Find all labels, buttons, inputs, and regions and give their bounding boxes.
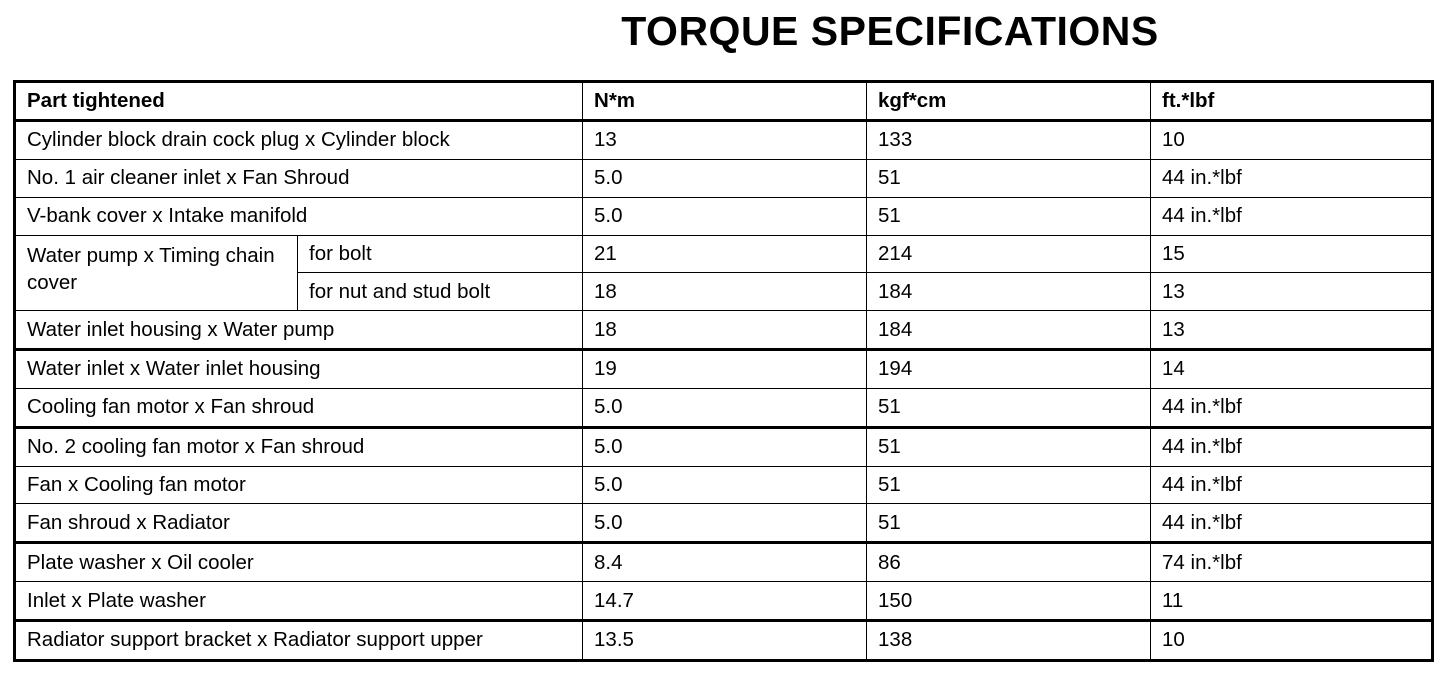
cell-subpart: for bolt <box>298 235 583 273</box>
table-row <box>15 388 1433 427</box>
cell-nm: 18 <box>583 273 867 311</box>
cell-nm: 5.0 <box>583 427 867 466</box>
cell-kgfcm: 51 <box>867 197 1151 235</box>
cell-nm: 21 <box>583 235 867 273</box>
cell-part-merged: Water pump x Timing chain cover <box>15 235 298 311</box>
cell-part: Fan x Cooling fan motor <box>15 466 583 504</box>
cell-part: Cooling fan motor x Fan shroud <box>15 388 583 427</box>
cell-nm: 8.4 <box>583 543 867 582</box>
header-nm: N*m <box>583 82 867 121</box>
header-kgfcm: kgf*cm <box>867 82 1151 121</box>
cell-part: Fan shroud x Radiator <box>15 504 583 543</box>
table-header-row <box>15 82 1433 121</box>
cell-kgfcm: 86 <box>867 543 1151 582</box>
cell-ftlbf: 14 <box>1151 350 1433 389</box>
cell-kgfcm: 150 <box>867 582 1151 621</box>
cell-ftlbf: 11 <box>1151 582 1433 621</box>
cell-kgfcm: 184 <box>867 273 1151 311</box>
cell-kgfcm: 194 <box>867 350 1151 389</box>
cell-nm: 19 <box>583 350 867 389</box>
table-row <box>15 543 1433 582</box>
torque-table <box>13 80 1434 662</box>
cell-ftlbf: 10 <box>1151 121 1433 160</box>
cell-nm: 13.5 <box>583 620 867 660</box>
cell-part: V-bank cover x Intake manifold <box>15 197 583 235</box>
cell-nm: 5.0 <box>583 197 867 235</box>
cell-ftlbf: 44 in.*lbf <box>1151 466 1433 504</box>
cell-kgfcm: 138 <box>867 620 1151 660</box>
cell-nm: 5.0 <box>583 466 867 504</box>
cell-nm: 13 <box>583 121 867 160</box>
table-row <box>15 620 1433 660</box>
cell-kgfcm: 51 <box>867 504 1151 543</box>
cell-nm: 5.0 <box>583 504 867 543</box>
table-row <box>15 582 1433 621</box>
cell-ftlbf: 44 in.*lbf <box>1151 388 1433 427</box>
cell-nm: 5.0 <box>583 388 867 427</box>
cell-part: Plate washer x Oil cooler <box>15 543 583 582</box>
cell-part: No. 1 air cleaner inlet x Fan Shroud <box>15 159 583 197</box>
cell-ftlbf: 13 <box>1151 311 1433 350</box>
cell-ftlbf: 13 <box>1151 273 1433 311</box>
cell-ftlbf: 10 <box>1151 620 1433 660</box>
cell-subpart: for nut and stud bolt <box>298 273 583 311</box>
header-ftlbf: ft.*lbf <box>1151 82 1433 121</box>
table-row <box>15 121 1433 160</box>
table-row <box>15 159 1433 197</box>
table-row <box>15 235 1433 273</box>
table-row <box>15 197 1433 235</box>
cell-part: Water inlet x Water inlet housing <box>15 350 583 389</box>
cell-part: Inlet x Plate washer <box>15 582 583 621</box>
cell-kgfcm: 51 <box>867 466 1151 504</box>
cell-kgfcm: 214 <box>867 235 1151 273</box>
table-row <box>15 311 1433 350</box>
cell-part: Cylinder block drain cock plug x Cylinder block <box>15 121 583 160</box>
cell-kgfcm: 51 <box>867 388 1151 427</box>
cell-kgfcm: 51 <box>867 427 1151 466</box>
cell-ftlbf: 74 in.*lbf <box>1151 543 1433 582</box>
cell-kgfcm: 133 <box>867 121 1151 160</box>
header-part: Part tightened <box>15 82 583 121</box>
table-row <box>15 466 1433 504</box>
cell-ftlbf: 44 in.*lbf <box>1151 427 1433 466</box>
cell-kgfcm: 184 <box>867 311 1151 350</box>
cell-nm: 5.0 <box>583 159 867 197</box>
table-row <box>15 504 1433 543</box>
cell-part: Radiator support bracket x Radiator support upper <box>15 620 583 660</box>
cell-nm: 14.7 <box>583 582 867 621</box>
cell-part: Water inlet housing x Water pump <box>15 311 583 350</box>
cell-part: No. 2 cooling fan motor x Fan shroud <box>15 427 583 466</box>
cell-kgfcm: 51 <box>867 159 1151 197</box>
cell-ftlbf: 15 <box>1151 235 1433 273</box>
cell-nm: 18 <box>583 311 867 350</box>
table-row <box>15 427 1433 466</box>
cell-ftlbf: 44 in.*lbf <box>1151 159 1433 197</box>
page-title: TORQUE SPECIFICATIONS <box>621 8 1159 54</box>
table-row <box>15 350 1433 389</box>
cell-ftlbf: 44 in.*lbf <box>1151 197 1433 235</box>
cell-ftlbf: 44 in.*lbf <box>1151 504 1433 543</box>
